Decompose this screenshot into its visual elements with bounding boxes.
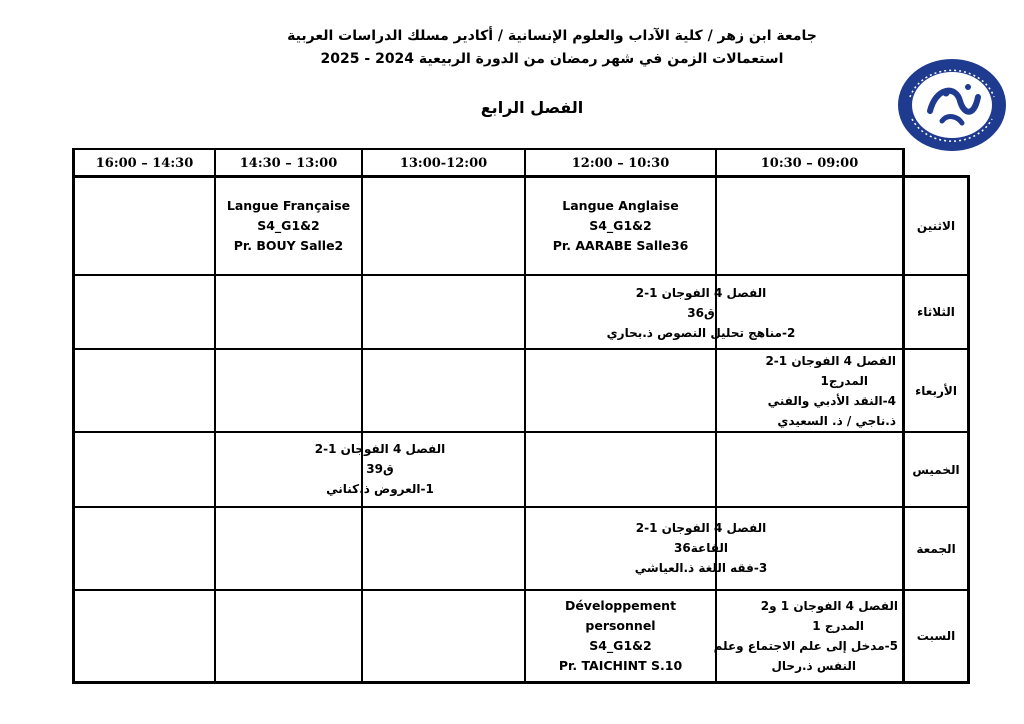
timeslot-0900-1030: 10:30 – 09:00 [760,155,859,171]
timeslot-1430-1600: 16:00 – 14:30 [95,155,194,171]
session-header: الفصل 4 الفوجان 1-2 [765,353,896,368]
session-langue-anglaise [526,186,715,266]
timeslot-1200-1300: 13:00-12:00 [399,155,488,171]
day-tuesday: الثلاثاء [917,305,955,319]
session-tuesday [560,282,842,344]
session-group: S4_G1&2 [589,638,652,653]
session-friday [560,516,842,580]
session-room: ق36 [687,306,715,320]
timetable-title: استعمالات الزمن في شهر رمضان من الدورة الربيعية 2024 - 2025 [320,51,784,67]
day-saturday: السبت [916,629,956,643]
session-course: 4-النقد الأدبي والفني [767,393,896,408]
session-title: Langue Française [226,198,351,213]
day-friday: الجمعة [916,541,956,556]
session-header: الفصل 4 الفوجان 1-2 [314,442,446,456]
session-course-teacher: 2-مناهج تحليل النصوص ذ.بحاري [606,326,796,340]
university-header: جامعة ابن زهر / كلية الآداب والعلوم الإنسانية / أكادير مسلك الدراسات العربية [287,28,817,44]
session-teacher-room: Pr. BOUY Salle2 [233,238,344,253]
semester-title: الفصل الرابع [480,98,584,117]
session-title-line2: personnel [585,618,656,633]
session-header: الفصل 4 الفوجان 1-2 [635,521,767,535]
timeslot-1030-1200: 12:00 – 10:30 [571,155,670,171]
session-room: المدرج1 [820,373,868,388]
session-header: الفصل 4 الفوجان 1 و2 [760,599,898,613]
day-thursday: الخميس [912,462,960,477]
session-group: S4_G1&2 [257,218,320,233]
session-title: Langue Anglaise [562,198,679,213]
session-wednesday [722,350,896,431]
session-header: الفصل 4 الفوجان 1-2 [635,286,767,300]
session-course-teacher: 1-العروض ذ.كناني [326,482,434,496]
session-course-teacher: 3-فقه اللغة ذ.العياشي [634,561,768,575]
session-title-line1: Développement [564,598,677,613]
session-teacher-room: Pr. AARABE Salle36 [552,238,689,253]
day-wednesday: الأربعاء [915,383,957,398]
session-course: 5-مدخل إلى علم الاجتماع وعلم [713,639,898,653]
session-thursday [280,437,480,501]
session-room: القاعة36 [674,541,728,555]
session-developpement-personnel [526,594,715,678]
timeslot-1300-1430: 14:30 – 13:00 [239,155,338,171]
session-room: المدرج 1 [812,619,864,633]
session-saturday-sociology [713,593,898,679]
session-langue-francaise [216,186,361,266]
session-teacher: ذ.ناجي / ذ. السعيدي [777,413,896,428]
session-group: S4_G1&2 [589,218,652,233]
university-seal-logo [896,57,1008,153]
session-room: ق39 [366,462,394,476]
day-monday: الاثنين [916,219,956,233]
session-teacher-room: Pr. TAICHINT S.10 [558,658,683,673]
session-course-teacher: النفس ذ.رحال [771,659,856,673]
